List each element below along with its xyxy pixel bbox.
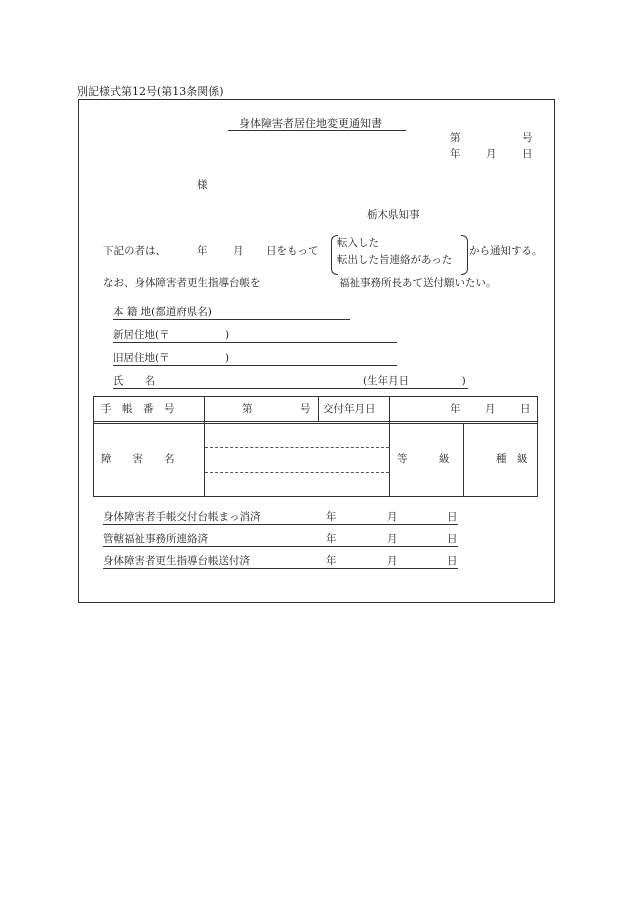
table-type: 種 級 [496, 453, 528, 465]
table-col-3 [389, 396, 390, 497]
new-address-close: ) [225, 329, 230, 341]
table-dai: 第 [242, 403, 253, 415]
table-row-divider-double [93, 423, 538, 424]
body-line2: なお、身体障害者更生指導台帳を [103, 277, 261, 289]
record-month: 月 [387, 555, 398, 567]
issuer: 栃木県知事 [367, 209, 420, 221]
record-label: 身体障害者更生指導台帳送付済 [103, 555, 250, 567]
record-day: 日 [447, 511, 458, 523]
doc-no-go: 号 [522, 132, 533, 144]
table-dash-1 [205, 447, 389, 448]
right-brace [461, 235, 468, 275]
record-month: 月 [387, 511, 398, 523]
record-year: 年 [326, 511, 337, 523]
record-day: 日 [447, 555, 458, 567]
table-month: 月 [485, 403, 496, 415]
old-address-underline [113, 365, 397, 366]
form-code: 別記様式第12号(第13条関係) [77, 85, 224, 98]
honseki-underline [113, 319, 350, 320]
table-grade: 等 級 [397, 453, 450, 465]
table-issue-date: 交付年月日 [323, 403, 376, 415]
date-month: 月 [486, 148, 497, 160]
old-address-close: ) [225, 352, 230, 364]
table-row-divider [93, 421, 538, 422]
record-month: 月 [387, 533, 398, 545]
form-frame [78, 99, 555, 603]
addressee-suffix: 様 [197, 179, 208, 191]
table-day: 日 [520, 403, 531, 415]
record-day: 日 [447, 533, 458, 545]
new-address-underline [113, 342, 397, 343]
body-line1-mid: 日をもって [266, 245, 319, 257]
option-transferred-in: 転入した [337, 237, 379, 249]
record-underline [103, 546, 458, 547]
body-year: 年 [197, 245, 208, 257]
date-year: 年 [450, 148, 461, 160]
table-go: 号 [300, 403, 311, 415]
body-line1-prefix: 下記の者は、 [103, 245, 166, 257]
table-col-4 [463, 423, 464, 497]
field-honseki: 本 籍 地(都道府県名) [113, 306, 212, 318]
record-underline [103, 524, 458, 525]
table-notebook-no: 手 帳 番 号 [101, 403, 175, 415]
table-disability-name: 障 害 名 [101, 453, 175, 465]
option-transferred-out: 転出した旨連絡があった [337, 254, 453, 266]
field-old-address: 旧居住地(〒 [113, 352, 170, 364]
table-dash-2 [205, 472, 389, 473]
form-title: 身体障害者居住地変更通知書 [239, 117, 382, 130]
record-year: 年 [326, 533, 337, 545]
name-underline [113, 388, 468, 389]
body-month: 月 [233, 245, 244, 257]
record-underline [103, 568, 458, 569]
body-line1-suffix: から通知する。 [469, 245, 543, 257]
record-label: 管轄福祉事務所連絡済 [103, 533, 208, 545]
date-day: 日 [522, 148, 533, 160]
record-label: 身体障害者手帳交付台帳まっ消済 [103, 511, 261, 523]
title-underline [228, 130, 406, 131]
body-line2-right: 福祉事務所長あて送付願いたい。 [339, 277, 497, 289]
record-year: 年 [326, 555, 337, 567]
field-birth: (生年月日 ) [363, 375, 466, 387]
table-col-2 [318, 396, 319, 421]
table-year: 年 [450, 403, 461, 415]
field-name: 氏 名 [113, 375, 155, 387]
field-new-address: 新居住地(〒 [113, 329, 170, 341]
doc-no-dai: 第 [450, 132, 461, 144]
